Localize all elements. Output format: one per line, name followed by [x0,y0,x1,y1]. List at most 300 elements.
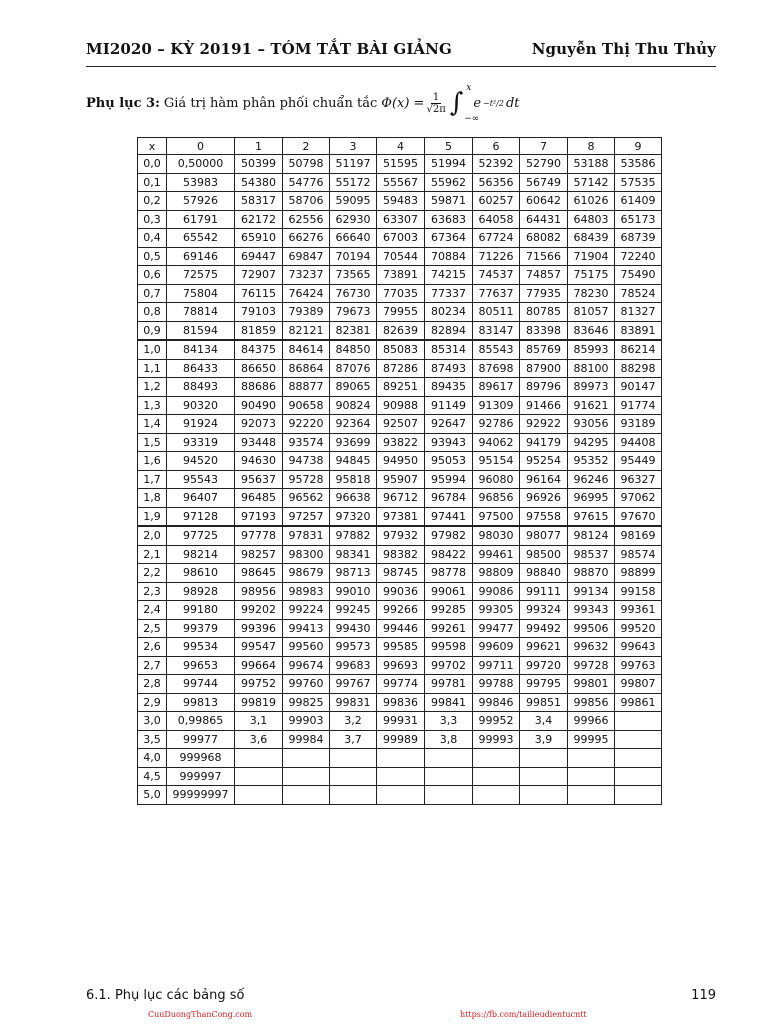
column-header: 1 [235,138,283,155]
table-cell: 91466 [520,396,568,415]
page-header [86,40,716,58]
table-cell: 94950 [377,452,425,471]
table-cell: 99831 [330,693,377,712]
header-rule [86,66,716,67]
row-x-value: 0,6 [138,266,167,285]
row-x-value: 5,0 [138,786,167,805]
table-cell: 99111 [520,582,568,601]
table-cell: 94408 [615,433,662,452]
column-header: x [138,138,167,155]
table-cell: 99086 [473,582,520,601]
table-cell: 93699 [330,433,377,452]
table-row [138,378,662,397]
table-cell: 86433 [167,359,235,378]
table-cell: 93822 [377,433,425,452]
table-cell: 85314 [425,340,473,359]
table-cell: 98077 [520,526,568,545]
table-row [138,247,662,266]
watermark-right[interactable]: https://fb.com/tailieudientucntt [460,1010,587,1019]
table-cell: 99720 [520,656,568,675]
table-cell: 99010 [330,582,377,601]
table-cell: 61026 [568,192,615,211]
table-cell: 88686 [235,378,283,397]
table-row [138,470,662,489]
row-x-value: 0,4 [138,229,167,248]
table-cell [330,786,377,805]
table-cell: 95352 [568,452,615,471]
appendix-label: Phụ lục 3: [86,95,160,111]
table-cell [425,749,473,768]
table-cell: 99609 [473,638,520,657]
table-cell: 99266 [377,601,425,620]
table-cell: 82381 [330,321,377,340]
table-cell: 98257 [235,545,283,564]
table-cell: 92220 [283,415,330,434]
table-row [138,359,662,378]
table-cell: 85769 [520,340,568,359]
table-cell: 77337 [425,284,473,303]
integrand-dt: dt [505,95,520,111]
table-cell: 99632 [568,638,615,657]
table-cell: 82121 [283,321,330,340]
table-cell: 91149 [425,396,473,415]
table-cell: 57926 [167,192,235,211]
table-cell: 97500 [473,507,520,526]
table-cell: 59095 [330,192,377,211]
table-cell: 99995 [568,730,615,749]
table-cell: 98610 [167,564,235,583]
table-row [138,192,662,211]
table-cell: 99343 [568,601,615,620]
table-cell: 95254 [520,452,568,471]
table-cell: 67364 [425,229,473,248]
table-cell [568,767,615,786]
table-cell: 3,7 [330,730,377,749]
table-cell: 70194 [330,247,377,266]
table-cell: 73237 [283,266,330,285]
table-cell: 0,99865 [167,712,235,731]
table-cell: 95728 [283,470,330,489]
row-x-value: 1,4 [138,415,167,434]
row-x-value: 1,2 [138,378,167,397]
table-cell: 52392 [473,155,520,174]
integral-sign [448,83,480,124]
table-cell: 86864 [283,359,330,378]
table-row [138,656,662,675]
row-x-value: 2,8 [138,675,167,694]
table-cell: 54380 [235,173,283,192]
table-cell: 97441 [425,507,473,526]
table-cell: 58706 [283,192,330,211]
table-cell: 78814 [167,303,235,322]
table-cell: 78524 [615,284,662,303]
table-cell: 89251 [377,378,425,397]
table-cell: 99807 [615,675,662,694]
table-cell: 98983 [283,582,330,601]
table-cell: 69146 [167,247,235,266]
table-cell [568,786,615,805]
table-cell: 71226 [473,247,520,266]
table-cell: 99585 [377,638,425,657]
appendix-title [86,83,520,124]
table-cell: 3,3 [425,712,473,731]
table-cell: 92507 [377,415,425,434]
author-name: Nguyễn Thị Thu Thủy [531,40,716,58]
table-cell: 98928 [167,582,235,601]
table-cell: 98030 [473,526,520,545]
row-x-value: 2,1 [138,545,167,564]
table-cell: 97882 [330,526,377,545]
table-cell: 99977 [167,730,235,749]
table-cell [330,767,377,786]
table-cell: 63307 [377,210,425,229]
table-cell: 65910 [235,229,283,248]
table-row [138,266,662,285]
table-cell [235,786,283,805]
table-row [138,210,662,229]
table-row [138,767,662,786]
table-cell: 50798 [283,155,330,174]
table-cell: 95637 [235,470,283,489]
table-cell: 90147 [615,378,662,397]
watermark-left[interactable]: CuuDuongThanCong.com [148,1010,253,1019]
table-cell: 68739 [615,229,662,248]
table-cell: 99744 [167,675,235,694]
table-cell: 99693 [377,656,425,675]
table-row [138,155,662,174]
table-cell: 66276 [283,229,330,248]
table-cell [425,786,473,805]
table-cell: 99430 [330,619,377,638]
table-cell: 99446 [377,619,425,638]
table-cell: 96638 [330,489,377,508]
table-row [138,340,662,359]
table-cell: 68082 [520,229,568,248]
table-cell: 99643 [615,638,662,657]
table-row [138,786,662,805]
table-cell: 98422 [425,545,473,564]
column-header: 3 [330,138,377,155]
page-number: 119 [691,988,716,1003]
table-cell: 98713 [330,564,377,583]
table-cell: 96080 [473,470,520,489]
table-cell [615,786,662,805]
table-cell: 83891 [615,321,662,340]
table-cell: 87493 [425,359,473,378]
table-cell: 62172 [235,210,283,229]
table-cell: 81859 [235,321,283,340]
row-x-value: 3,5 [138,730,167,749]
table-cell: 99036 [377,582,425,601]
table-cell: 84614 [283,340,330,359]
table-cell: 53983 [167,173,235,192]
table-cell: 84850 [330,340,377,359]
table-cell: 86650 [235,359,283,378]
table-row [138,601,662,620]
table-cell: 99851 [520,693,568,712]
table-cell: 75175 [568,266,615,285]
table-cell: 89617 [473,378,520,397]
table-cell: 99841 [425,693,473,712]
table-cell: 99413 [283,619,330,638]
table-row [138,489,662,508]
table-cell: 70884 [425,247,473,266]
table-cell: 98169 [615,526,662,545]
table-cell: 76115 [235,284,283,303]
table-cell: 86214 [615,340,662,359]
table-cell: 82639 [377,321,425,340]
table-cell: 77035 [377,284,425,303]
table-cell: 95994 [425,470,473,489]
row-x-value: 2,7 [138,656,167,675]
table-cell: 98214 [167,545,235,564]
table-cell: 99598 [425,638,473,657]
table-cell: 99324 [520,601,568,620]
table-cell: 98574 [615,545,662,564]
table-cell: 96327 [615,470,662,489]
table-cell: 69447 [235,247,283,266]
table-cell: 99653 [167,656,235,675]
table-cell: 93189 [615,415,662,434]
row-x-value: 0,3 [138,210,167,229]
table-cell: 92922 [520,415,568,434]
table-cell: 94738 [283,452,330,471]
row-x-value: 2,0 [138,526,167,545]
table-cell: 92647 [425,415,473,434]
table-cell: 99492 [520,619,568,638]
table-cell: 88877 [283,378,330,397]
row-x-value: 0,0 [138,155,167,174]
table-cell: 87698 [473,359,520,378]
table-cell: 64058 [473,210,520,229]
table-cell: 52790 [520,155,568,174]
table-cell: 81057 [568,303,615,322]
table-cell: 90988 [377,396,425,415]
table-cell: 72907 [235,266,283,285]
table-cell: 88100 [568,359,615,378]
table-cell: 95907 [377,470,425,489]
table-cell: 64431 [520,210,568,229]
column-header: 7 [520,138,568,155]
integral-upper-limit: x [466,83,472,93]
table-cell: 3,2 [330,712,377,731]
table-cell: 65542 [167,229,235,248]
table-cell: 99134 [568,582,615,601]
table-cell: 99305 [473,601,520,620]
table-cell: 99202 [235,601,283,620]
integrand-e: e [473,95,482,111]
table-cell: 99520 [615,619,662,638]
table-cell: 88493 [167,378,235,397]
table-cell: 98778 [425,564,473,583]
row-x-value: 2,4 [138,601,167,620]
table-row [138,749,662,768]
table-cell: 71566 [520,247,568,266]
table-cell [473,749,520,768]
row-x-value: 0,1 [138,173,167,192]
integral-lower-limit: −∞ [464,114,480,124]
table-cell: 77637 [473,284,520,303]
table-cell [568,749,615,768]
table-cell: 95154 [473,452,520,471]
table-cell: 96926 [520,489,568,508]
table-cell: 81327 [615,303,662,322]
table-cell: 61409 [615,192,662,211]
table-cell [235,767,283,786]
table-row [138,415,662,434]
table-cell: 53188 [568,155,615,174]
table-row [138,693,662,712]
table-cell: 80511 [473,303,520,322]
table-cell: 99846 [473,693,520,712]
table-cell: 56356 [473,173,520,192]
table-cell: 96485 [235,489,283,508]
table-cell: 99856 [568,693,615,712]
table-cell: 84134 [167,340,235,359]
table-cell: 84375 [235,340,283,359]
table-cell: 99825 [283,693,330,712]
table-cell: 50399 [235,155,283,174]
table-row [138,173,662,192]
table-cell [425,767,473,786]
table-cell: 90824 [330,396,377,415]
table-cell: 75490 [615,266,662,285]
row-x-value: 3,0 [138,712,167,731]
table-cell: 99813 [167,693,235,712]
table-cell: 99728 [568,656,615,675]
table-cell: 94520 [167,452,235,471]
table-cell: 98300 [283,545,330,564]
table-cell: 99245 [330,601,377,620]
table-cell: 96246 [568,470,615,489]
table-cell: 999997 [167,767,235,786]
table-cell: 92364 [330,415,377,434]
table-cell: 97778 [235,526,283,545]
table-cell: 99461 [473,545,520,564]
table-cell: 0,50000 [167,155,235,174]
table-cell: 99781 [425,675,473,694]
table-cell: 60642 [520,192,568,211]
table-cell: 92786 [473,415,520,434]
table-cell: 99379 [167,619,235,638]
table-cell: 85083 [377,340,425,359]
table-cell [520,767,568,786]
table-cell: 83646 [568,321,615,340]
table-cell: 99396 [235,619,283,638]
table-cell: 53586 [615,155,662,174]
table-cell: 66640 [330,229,377,248]
table-header-row [138,138,662,155]
table-cell: 98341 [330,545,377,564]
table-cell: 99788 [473,675,520,694]
table-cell: 56749 [520,173,568,192]
table-cell: 98899 [615,564,662,583]
table-cell: 85993 [568,340,615,359]
table-cell: 98679 [283,564,330,583]
table-cell: 98537 [568,545,615,564]
table-cell: 97932 [377,526,425,545]
table-row [138,396,662,415]
table-cell [520,786,568,805]
table-cell: 99931 [377,712,425,731]
fraction-denominator: √2π [426,103,446,115]
table-cell [615,730,662,749]
row-x-value: 2,9 [138,693,167,712]
table-cell: 91621 [568,396,615,415]
table-cell: 79955 [377,303,425,322]
fraction-numerator: 1 [432,91,440,103]
table-cell: 99621 [520,638,568,657]
table-cell: 99361 [615,601,662,620]
table-cell: 89973 [568,378,615,397]
table-cell: 99819 [235,693,283,712]
table-cell: 76730 [330,284,377,303]
table-cell: 96407 [167,489,235,508]
table-cell: 999968 [167,749,235,768]
table-cell: 3,8 [425,730,473,749]
table-cell: 95818 [330,470,377,489]
table-cell: 79389 [283,303,330,322]
row-x-value: 0,2 [138,192,167,211]
table-cell: 97128 [167,507,235,526]
table-cell [377,786,425,805]
table-cell: 99767 [330,675,377,694]
table-cell: 99702 [425,656,473,675]
column-header: 5 [425,138,473,155]
table-cell: 98382 [377,545,425,564]
table-cell: 96562 [283,489,330,508]
column-header: 6 [473,138,520,155]
table-row [138,433,662,452]
row-x-value: 1,5 [138,433,167,452]
table-cell: 57142 [568,173,615,192]
table-cell: 92073 [235,415,283,434]
table-row [138,638,662,657]
table-cell: 99903 [283,712,330,731]
table-cell: 97982 [425,526,473,545]
table-cell: 98124 [568,526,615,545]
integral-symbol: ∫ [449,88,464,118]
table-cell: 97558 [520,507,568,526]
table-cell: 3,1 [235,712,283,731]
table-cell: 99547 [235,638,283,657]
table-cell: 3,4 [520,712,568,731]
table-cell: 99573 [330,638,377,657]
table-cell: 99534 [167,638,235,657]
table-cell: 76424 [283,284,330,303]
table-cell: 99993 [473,730,520,749]
table-cell [473,767,520,786]
table-cell: 99984 [283,730,330,749]
table-cell: 99836 [377,693,425,712]
table-cell: 97193 [235,507,283,526]
table-cell: 93056 [568,415,615,434]
table-cell: 91774 [615,396,662,415]
table-cell: 83398 [520,321,568,340]
table-row [138,545,662,564]
table-cell: 3,9 [520,730,568,749]
table-cell: 94295 [568,433,615,452]
table-cell: 96784 [425,489,473,508]
table-cell: 93943 [425,433,473,452]
table-cell: 96856 [473,489,520,508]
column-header: 2 [283,138,330,155]
table-cell: 91924 [167,415,235,434]
table-cell: 73891 [377,266,425,285]
table-cell: 72240 [615,247,662,266]
column-header: 8 [568,138,615,155]
table-cell: 99158 [615,582,662,601]
